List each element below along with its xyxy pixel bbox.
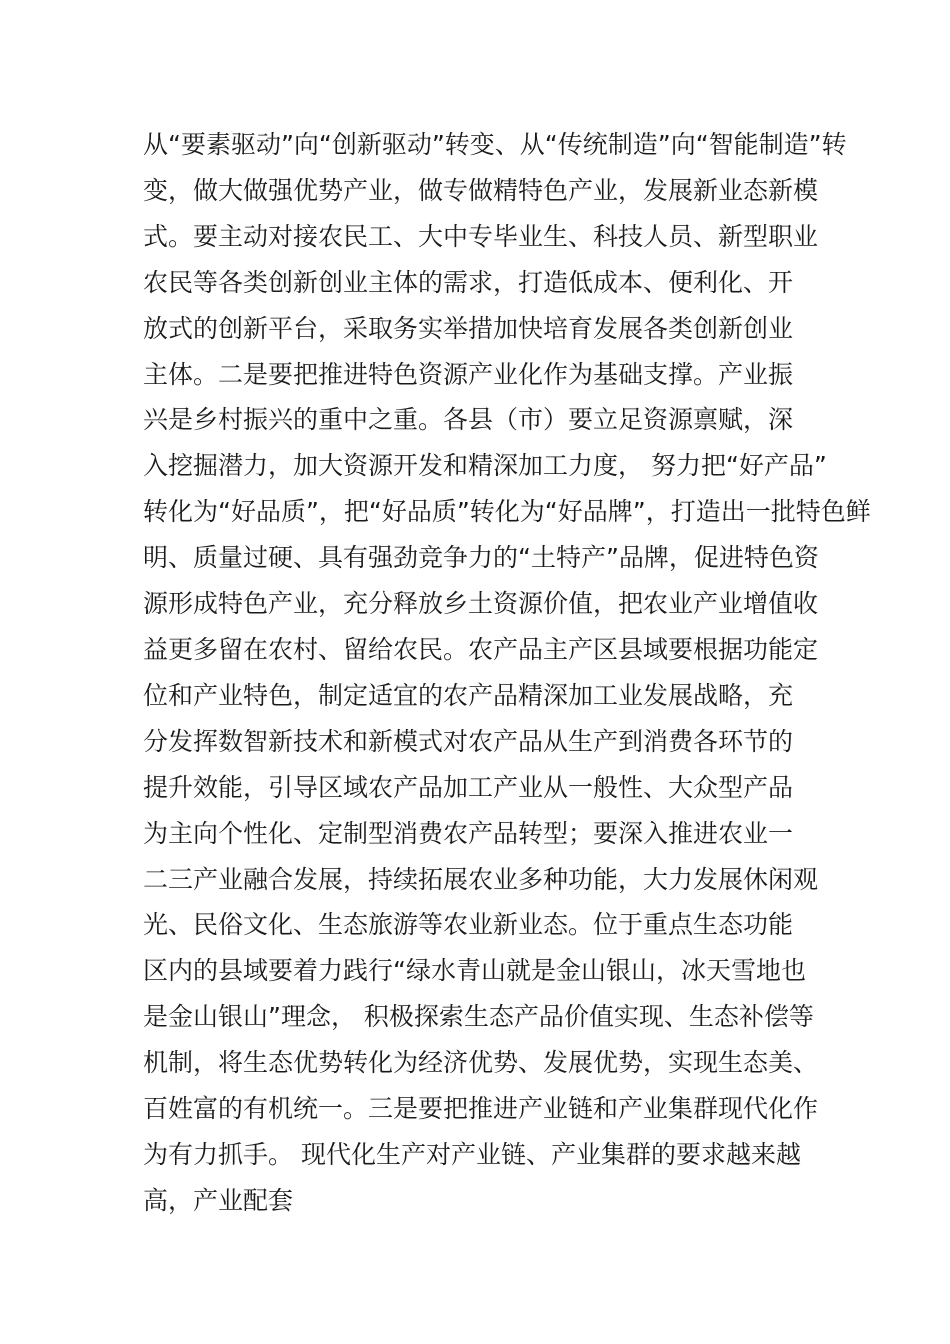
text-line: 提升效能，引导区域农产品加工产业从一般性、大众型产品 (143, 772, 794, 802)
text-line: 机制，将生态优势转化为经济优势、发展优势，实现生态美、 (143, 1048, 819, 1078)
text-line: 转化为“好品质”，把“好品质”转化为“好品牌”，打造出一批特色鲜 (143, 497, 871, 527)
text-line: 入挖掘潜力，加大资源开发和精深加工力度， 努力把“好产品” (143, 451, 827, 481)
text-line: 区内的县域要着力践行“绿水青山就是金山银山，冰天雪地也 (143, 956, 806, 986)
text-line: 变，做大做强优势产业，做专做精特色产业，发展新业态新模 (143, 175, 819, 205)
text-line: 高，产业配套 (143, 1185, 294, 1215)
body-paragraph (143, 122, 871, 1224)
text-line: 从“要素驱动”向“创新驱动”转变、从“传统制造”向“智能制造”转 (143, 130, 847, 159)
text-line: 益更多留在农村、留给农民。农产品主产区县域要根据功能定 (143, 634, 819, 664)
text-line: 农民等各类创新创业主体的需求，打造低成本、便利化、开 (143, 267, 794, 297)
text-line: 光、民俗文化、生态旅游等农业新业态。位于重点生态功能 (143, 910, 794, 940)
text-line: 分发挥数智新技术和新模式对农产品从生产到消费各环节的 (143, 726, 794, 756)
text-line: 兴是乡村振兴的重中之重。各县（市）要立足资源禀赋，深 (143, 405, 794, 435)
text-line: 放式的创新平台，采取务实举措加快培育发展各类创新创业 (143, 313, 794, 343)
text-line: 明、质量过硬、具有强劲竞争力的“土特产”品牌，促进特色资 (143, 543, 819, 573)
text-line: 为主向个性化、定制型消费农产品转型；要深入推进农业一 (143, 818, 794, 848)
text-line: 源形成特色产业，充分释放乡土资源价值，把农业产业增值收 (143, 589, 819, 619)
text-line: 为有力抓手。 现代化生产对产业链、产业集群的要求越来越 (143, 1139, 801, 1169)
text-line: 位和产业特色，制定适宜的农产品精深加工业发展战略，充 (143, 680, 794, 710)
text-line: 是金山银山”理念， 积极探索生态产品价值实现、生态补偿等 (143, 1002, 814, 1032)
text-line: 式。要主动对接农民工、大中专毕业生、科技人员、新型职业 (143, 221, 819, 251)
text-line: 二三产业融合发展，持续拓展农业多种功能，大力发展休闲观 (143, 864, 819, 894)
text-line: 百姓富的有机统一。三是要把推进产业链和产业集群现代化作 (143, 1094, 819, 1124)
text-line: 主体。二是要把推进特色资源产业化作为基础支撑。产业振 (143, 359, 794, 389)
